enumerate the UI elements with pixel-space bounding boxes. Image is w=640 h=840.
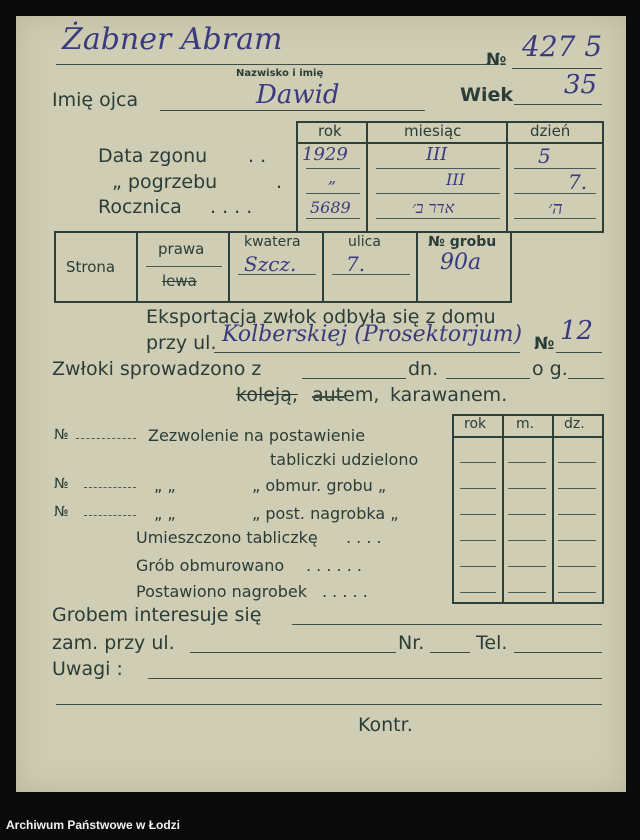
anniversary-month: אדר ב׳ [412,198,455,217]
przy-nr-value: 12 [560,316,594,346]
death-date-label: Data zgonu [98,145,208,167]
nr-line [430,652,470,653]
father-line [160,110,425,111]
kwatera-rule [238,274,316,275]
death-month: III [426,144,448,165]
strona-divider-4 [416,231,418,301]
permits-rule-2a [460,488,496,489]
permit-no-3: № [54,504,69,520]
father-value: Dawid [256,80,340,110]
surname-label: Nazwisko i imię [236,68,324,79]
dates-divider-2 [506,121,508,231]
permits-rule-4a [460,540,496,541]
address-line [190,652,396,653]
death-date-dots: . . [248,145,267,167]
burial-date-dots: . [276,171,283,193]
permits-rule-1a [460,462,496,463]
surname-line [56,64,496,65]
przy-nr-line [556,352,602,353]
og-line [568,378,604,379]
dates-divider-1 [366,121,368,231]
burial-day: 7. [568,170,588,194]
permits-header-rule [452,436,602,438]
anniversary-year: 5689 [310,198,351,217]
permit-row4-dots: . . . . [346,528,382,547]
strona-prawa: prawa [158,240,205,258]
ulica-rule [332,274,410,275]
number-value: 427 5 [522,30,603,63]
dates-rule-dzien-1 [514,168,596,169]
dates-rule-mies-2 [376,193,500,194]
anniversary-label: Rocznica [98,196,182,218]
dates-rule-rok-2 [306,193,360,194]
permit-row1-b: tabliczki udzielono [270,450,419,469]
ulica-value: 7. [346,252,366,276]
strona-label: Strona [66,258,116,276]
dates-rule-mies-3 [376,218,500,219]
dates-col-rok: rok [318,122,342,140]
dates-rule-rok-3 [306,218,360,219]
przy-nr-label: № [534,334,555,354]
uwagi-line-2 [56,704,602,705]
eksportacja-line: Eksportacja zwłok odbyła się z domu [146,306,496,328]
permits-divider-2 [552,414,554,602]
dn-label: dn. [408,358,439,380]
permits-col-dz: dz. [564,416,585,432]
permit-no-1-line [76,438,136,439]
strona-divider-3 [322,231,324,301]
permit-row3-marks: „ „ [154,504,176,523]
permits-rule-4c [558,540,596,541]
burial-month: III [446,170,465,189]
kontr-label: Kontr. [358,714,413,736]
permits-rule-6c [558,592,596,593]
number-line [512,68,602,69]
address-label: zam. przy ul. [52,632,175,654]
permit-row1-a: Zezwolenie na postawienie [148,426,366,445]
autem-strike [312,396,344,398]
permits-col-rok: rok [464,416,487,432]
permit-row6: Postawiono nagrobek [136,582,307,601]
permits-rule-5b [508,566,546,567]
autem-text: autem, [312,384,380,406]
permits-rule-1b [508,462,546,463]
kwatera-label: kwatera [244,234,301,250]
permit-no-2-line [84,487,136,488]
permits-rule-3b [508,514,546,515]
permit-row5-dots: . . . . . . [306,556,362,575]
ulica-label: ulica [348,234,381,250]
permit-row2-text: „ obmur. grobu „ [252,476,387,495]
uwagi-label: Uwagi : [52,658,123,680]
permits-rule-1c [558,462,596,463]
dn-line [446,378,530,379]
surname-value: Żabner Abram [62,22,283,57]
burial-date-label: „ pogrzebu [112,171,218,193]
sprowadzono-label: Zwłoki sprowadzono z [52,358,262,380]
kwatera-value: Szcz. [244,252,297,276]
karawanem-option: karawanem. [390,384,508,406]
interest-line [292,624,602,625]
sprowadzono-line [302,378,406,379]
permits-rule-3a [460,514,496,515]
strona-prawa-rule [146,266,222,267]
dates-col-miesiac: miesiąc [404,122,462,140]
permit-row3-text: „ post. nagrobka „ [252,504,399,523]
przy-line [214,352,520,353]
koleja-option: koleją, [236,384,298,406]
tel-line [514,652,602,653]
autem-option [312,384,379,406]
age-label: Wiek [460,84,513,106]
permit-row2-marks: „ „ [154,476,176,495]
uwagi-line-1 [148,678,602,679]
number-label: № [486,50,507,70]
permits-divider-1 [502,414,504,602]
grob-label: № grobu [428,234,497,250]
burial-year: „ [328,168,337,187]
tel-label: Tel. [476,632,508,654]
father-label: Imię ojca [52,89,139,111]
permit-row6-dots: . . . . . [322,582,368,601]
permits-col-m: m. [516,416,535,432]
permits-rule-5a [460,566,496,567]
strona-divider-1 [136,231,138,301]
permits-rule-3c [558,514,596,515]
strona-lewa: lewa [162,272,197,290]
permits-rule-2b [508,488,546,489]
dates-col-dzien: dzień [530,122,571,140]
interest-label: Grobem interesuje się [52,604,262,626]
death-year: 1929 [302,144,348,165]
permit-row4: Umieszczono tabliczkę [136,528,318,547]
permits-table [452,414,604,604]
permits-rule-6a [460,592,496,593]
permit-no-3-line [84,515,136,516]
death-day: 5 [538,144,551,168]
grob-value: 90a [440,250,482,275]
age-line [514,104,602,105]
age-value: 35 [564,70,598,100]
nr-label: Nr. [398,632,425,654]
strona-divider-2 [228,231,230,301]
permits-rule-2c [558,488,596,489]
przy-value: Kolberskiej (Prosektorjum) [222,322,523,347]
archive-caption: Archiwum Państwowe w Łodzi [6,818,181,832]
permit-no-2: № [54,476,69,492]
og-label: o g. [532,358,568,380]
anniversary-dots: . . . . [210,196,253,218]
anniversary-day: ה׳ [548,198,563,219]
permits-rule-5c [558,566,596,567]
permits-rule-6b [508,592,546,593]
permits-rule-4b [508,540,546,541]
dates-rule-mies-1 [376,168,500,169]
permit-row5: Grób obmurowano [136,556,285,575]
przy-label: przy ul. [146,332,217,354]
permit-no-1: № [54,427,69,443]
